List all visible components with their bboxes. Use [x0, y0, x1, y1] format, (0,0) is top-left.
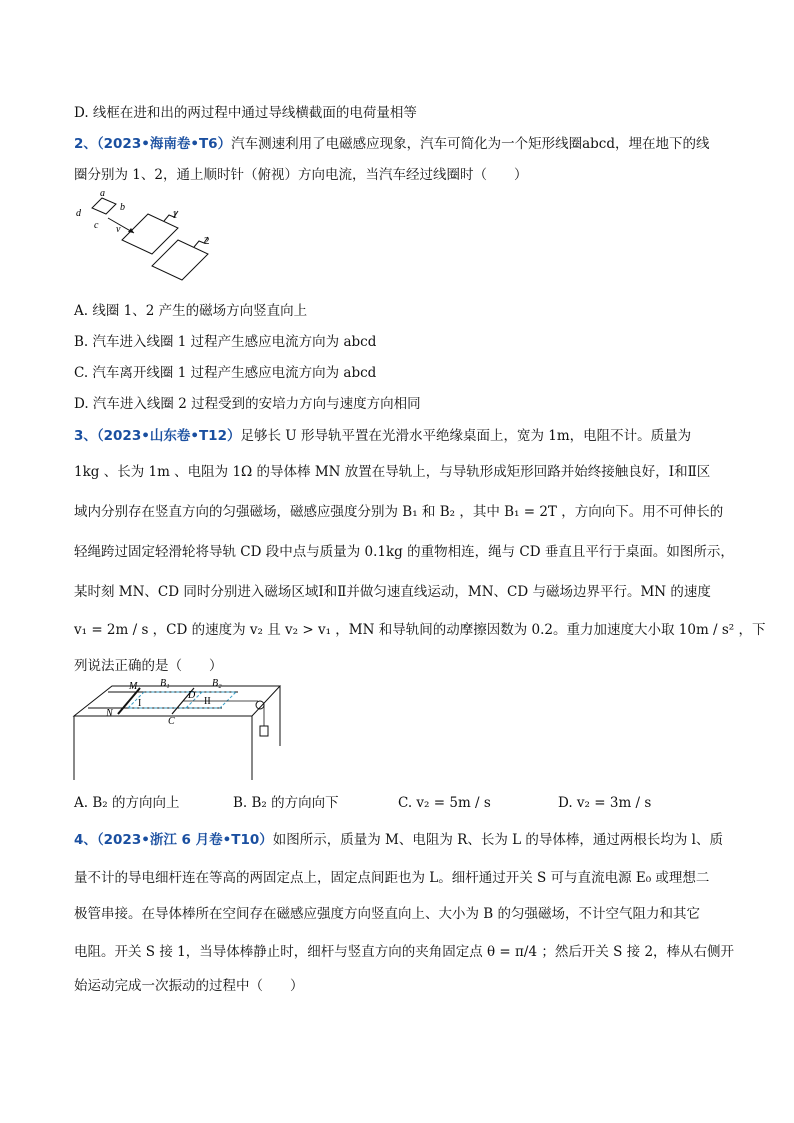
q3-line-7: 列说法正确的是（ ） [74, 658, 223, 674]
q2-option-d: D. 汽车进入线圈 2 过程受到的安培力方向与速度方向相同 [74, 396, 421, 412]
q3-line-2: 1kg 、长为 1m 、电阻为 1Ω 的导体棒 MN 放置在导轨上，与导轨形成矩形回路并始终接触良好，Ⅰ和Ⅱ区 [74, 464, 711, 480]
q2-line-2: 圈分别为 1、2，通上顺时针（俯视）方向电流，当汽车经过线圈时（ ） [74, 167, 528, 183]
label-d: d [76, 208, 81, 219]
q3-option-a: A. B₂ 的方向向上 [74, 795, 180, 811]
q4-line-3: 极管串接。在导体棒所在空间存在磁感应强度方向竖直向上、大小为 B 的匀强磁场，不计空气阻力和其它 [74, 906, 701, 922]
label-a: a [100, 188, 105, 199]
label-n: N [106, 708, 113, 719]
q3-line-3: 域内分别存在竖直方向的匀强磁场，磁感应强度分别为 B₁ 和 B₂ ，其中 B₁ = 2T ，方向向下。用不可伸长的 [74, 504, 724, 520]
label-c: c [94, 220, 99, 231]
q4-line-4: 电阻。开关 S 接 1，当导体棒静止时，细杆与竖直方向的夹角固定点 θ = π/4 ；然后开关 S 接 2，棒从右侧开 [74, 944, 735, 960]
q3-rail-figure [72, 676, 282, 784]
label-coil-2: 2 [204, 235, 210, 247]
car-coil-shape [92, 198, 116, 214]
q2-line-1 [74, 134, 709, 154]
label-region-2: II [204, 696, 211, 707]
q3-option-b: B. B₂ 的方向向下 [233, 795, 339, 811]
weight [260, 726, 268, 736]
label-v: v [116, 224, 121, 235]
label-m: M [129, 681, 138, 692]
q2-option-c: C. 汽车离开线圈 1 过程产生感应电流方向为 abcd [74, 365, 377, 381]
q3-line-1 [74, 426, 691, 446]
q3-line-6: v₁ = 2m / s ，CD 的速度为 v₂ 且 v₂ > v₁ ，MN 和导轨间的动摩擦因数为 0.2。重力加速度大小取 10m / s² ，下 [74, 622, 766, 638]
q3-line-4: 轻绳跨过固定轻滑轮将导轨 CD 段中点与质量为 0.1kg 的重物相连，绳与 CD 垂直且平行于桌面。如图所示， [74, 544, 734, 560]
q4-text-1: 如图所示，质量为 M、电阻为 R、长为 L 的导体棒，通过两根长均为 l、质 [272, 832, 723, 848]
label-d: D [188, 690, 196, 701]
q2-head: 2、（2023•海南卷•T6） [74, 136, 232, 152]
q4-line-1 [74, 830, 723, 850]
q4-line-2: 量不计的导电细杆连在等高的两固定点上，固定点间距也为 L。细杆通过开关 S 可与直流电源 E₀ 或理想二 [74, 870, 710, 886]
label-b1: B₁ [160, 678, 170, 689]
label-coil-1: 1 [172, 209, 178, 221]
label-c: C [168, 716, 175, 727]
field-regions [128, 692, 236, 708]
q2-option-b: B. 汽车进入线圈 1 过程产生感应电流方向为 abcd [74, 334, 377, 350]
q2-text-1: 汽车测速利用了电磁感应现象，汽车可简化为一个矩形线圈abcd，埋在地下的线 [231, 136, 710, 152]
q3-option-d: D. v₂ = 3m / s [558, 795, 652, 811]
q2-coil-figure [74, 188, 234, 298]
q3-head: 3、（2023•山东卷•T12） [74, 428, 241, 444]
q2-option-a: A. 线圈 1、2 产生的磁场方向竖直向上 [74, 303, 308, 319]
q3-option-c: C. v₂ = 5m / s [398, 795, 491, 811]
label-region-1: I [138, 698, 142, 709]
q3-line-5: 某时刻 MN、CD 同时分别进入磁场区域Ⅰ和Ⅱ并做匀速直线运动，MN、CD 与磁场边界平行。MN 的速度 [74, 584, 711, 600]
label-b: b [120, 202, 125, 213]
q1-option-d: D. 线框在进和出的两过程中通过导线横截面的电荷量相等 [74, 105, 417, 121]
label-b2: B₂ [212, 678, 222, 689]
q4-line-5: 始运动完成一次振动的过程中（ ） [74, 978, 304, 994]
q3-text-1: 足够长 U 形导轨平置在光滑水平绝缘桌面上，宽为 1m，电阻不计。质量为 [240, 428, 692, 444]
q4-head: 4、（2023•浙江 6 月卷•T10） [74, 832, 273, 848]
